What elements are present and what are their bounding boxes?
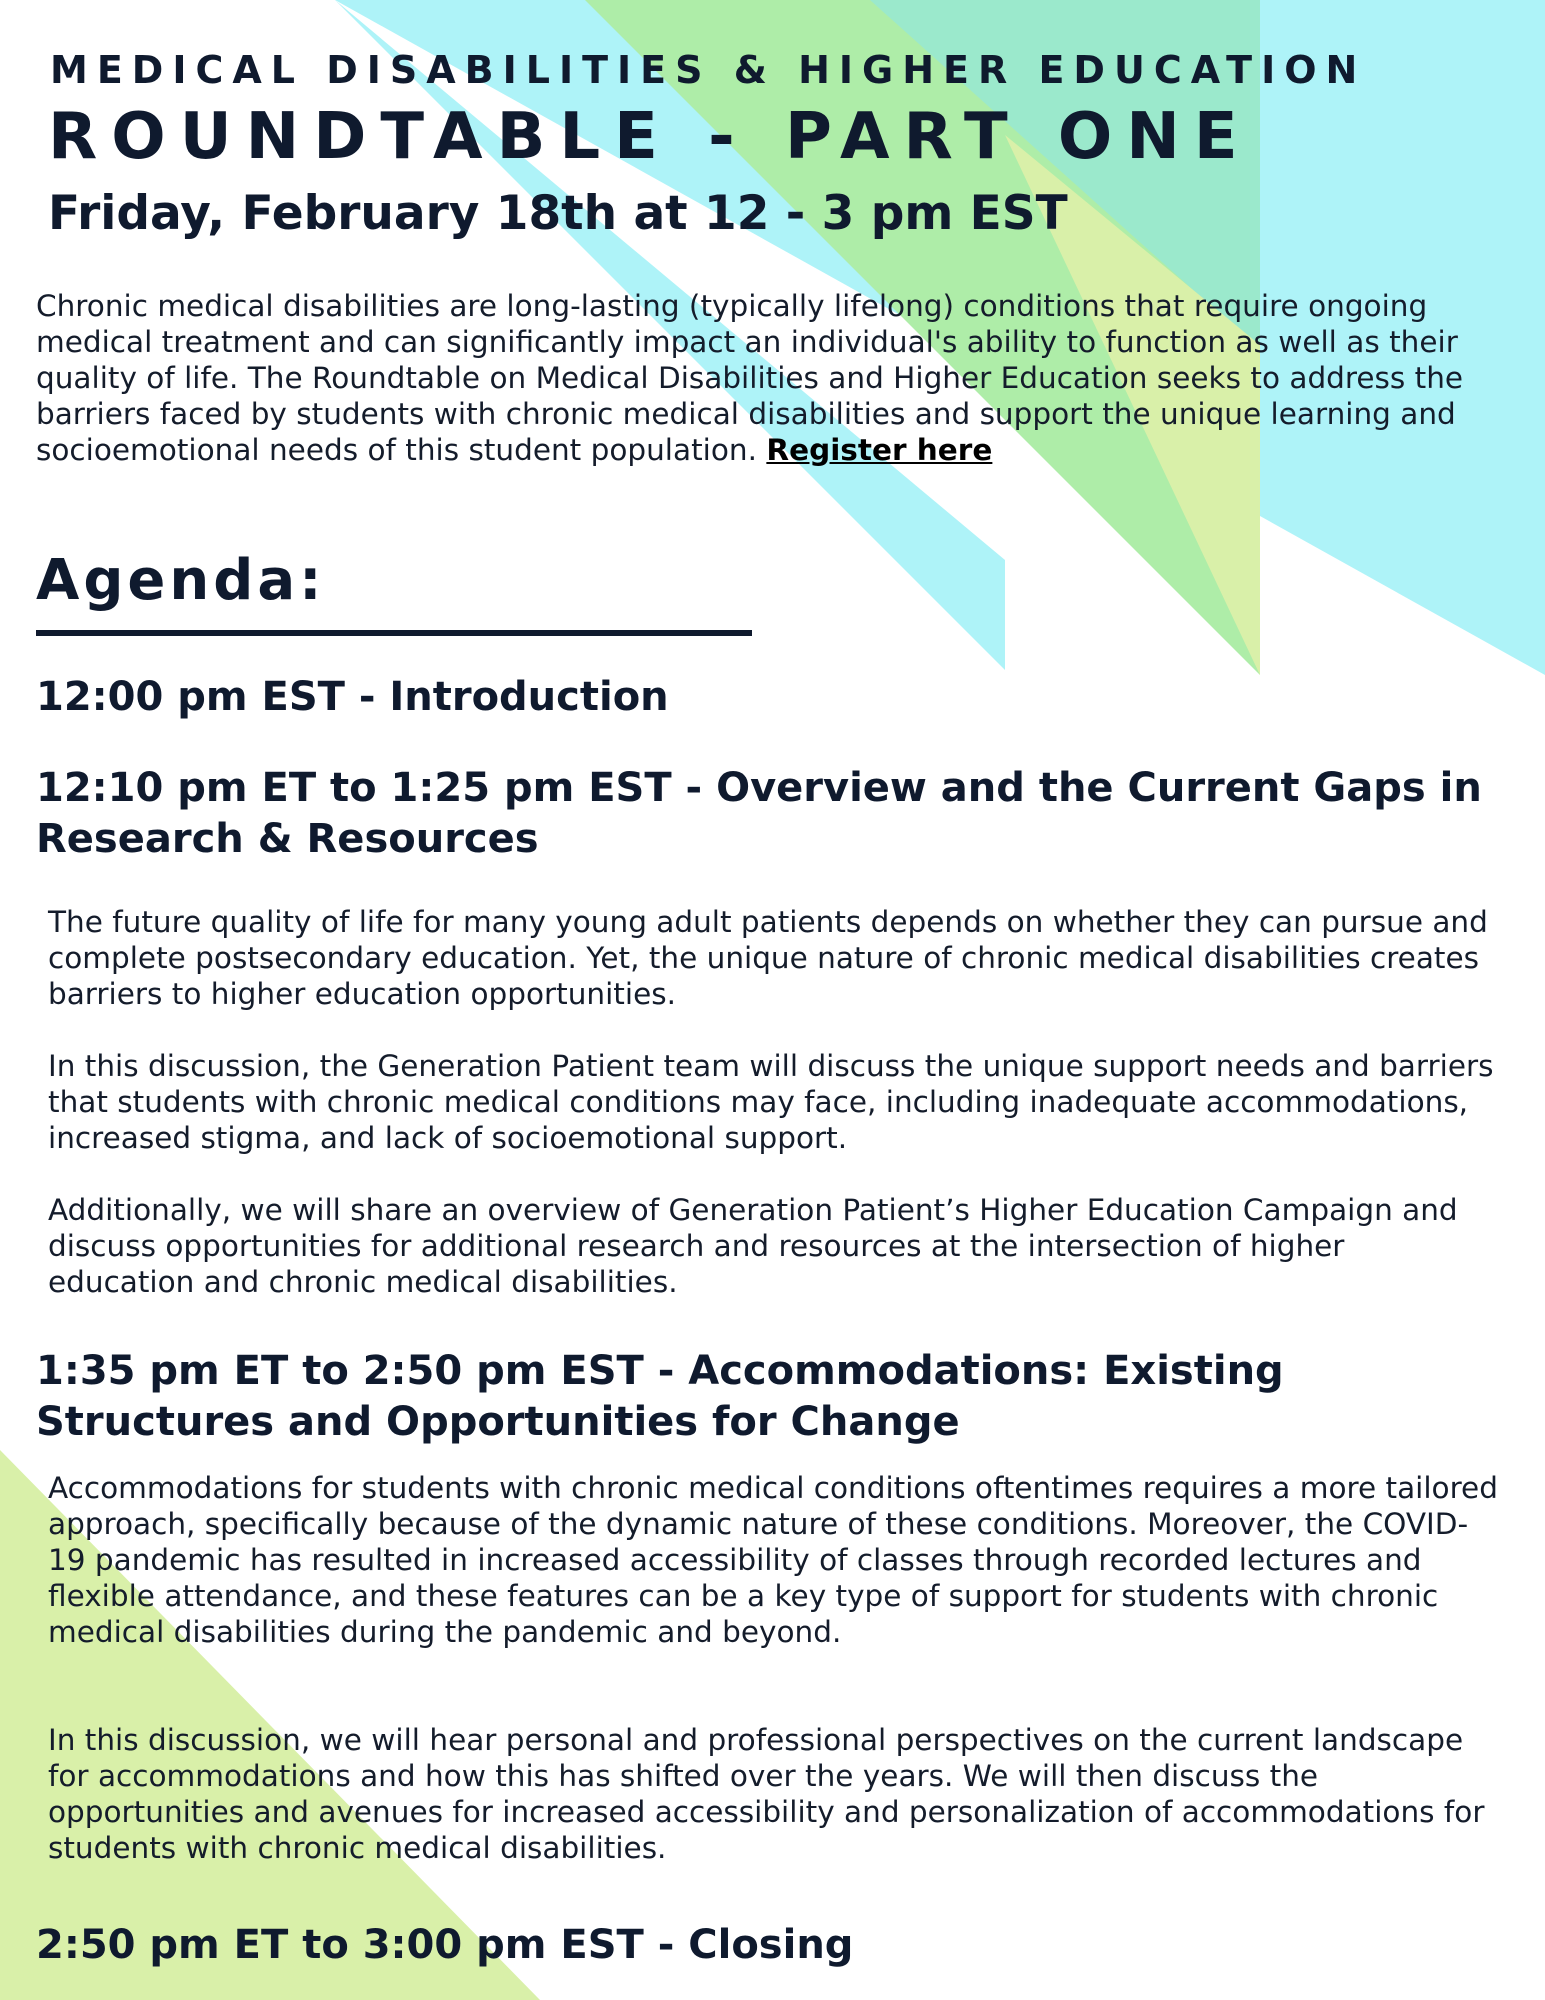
session-time: 1:35 pm ET to 2:50 pm EST - (36, 1348, 689, 1394)
session-title-closing (36, 1920, 1516, 1971)
session-title-overview (36, 763, 1516, 865)
agenda-heading: Agenda: (36, 548, 326, 613)
session-paragraph: Additionally, we will share an overview of Generation Patient’s Higher Education Campaign and discuss opportunities for additional research and resources at the intersection of higher education and chronic medical disabilities. (48, 1193, 1458, 1299)
session-time: 2:50 pm ET to 3:00 pm EST - Closing (36, 1922, 854, 1968)
session-title-accommodations (36, 1346, 1516, 1448)
session-topic: Accommodations: Existing Structures and Opportunities for Change (36, 1348, 1284, 1445)
intro-text: Chronic medical disabilities are long-lasting (typically lifelong) conditions that require ongoing medical treatment and can significantly impact an individual's ability to function as well as their quality of life. The Roundtable on Medical Disabilities and Higher Education seeks to address the barriers faced by students with chronic medical disabilities and support the unique learning and socioemotional needs of this student population. (36, 289, 1464, 467)
intro-paragraph (36, 288, 1476, 468)
session-paragraph: In this discussion, we will hear personal and professional perspectives on the current landscape for accommodations and how this has shifted over the years. We will then discuss the opportunities and avenues for increased accessibility and personalization of accommodations for students with chronic medical disabilities. (48, 1723, 1485, 1865)
session-topic: Overview and the Current Gaps in Research & Resources (36, 765, 1482, 862)
session-title-introduction (36, 672, 1516, 723)
session-time: 12:10 pm ET to 1:25 pm EST - (36, 765, 717, 811)
session-time: 12:00 pm EST - Introduction (36, 674, 669, 720)
event-datetime: Friday, February 18th at 12 - 3 pm EST (48, 186, 1068, 241)
session-paragraph: Accommodations for students with chronic medical conditions oftentimes requires a more tailored approach, specifically because of the dynamic nature of these conditions. Moreover, the COVID-19 pandemic has resulted in increased accessibility of classes through recorded lectures and flexible attendance, and these features can be a key type of support for students with chronic medical disabilities during the pandemic and beyond. (48, 1471, 1498, 1649)
session-paragraph: In this discussion, the Generation Patient team will discuss the unique support needs and barriers that students with chronic medical conditions may face, including inadequate accommodations, increased stigma, and lack of socioemotional support. (48, 1049, 1494, 1155)
event-series-label: MEDICAL DISABILITIES & HIGHER EDUCATION (50, 48, 1367, 92)
session-paragraph: The future quality of life for many young adult patients depends on whether they can pursue and complete postsecondary education. Yet, the unique nature of chronic medical disabilities creates barriers to higher education opportunities. (48, 905, 1488, 1011)
page-title: ROUNDTABLE - PART ONE (48, 100, 1252, 174)
register-link[interactable]: Register here (766, 433, 993, 467)
agenda-divider (36, 630, 752, 636)
